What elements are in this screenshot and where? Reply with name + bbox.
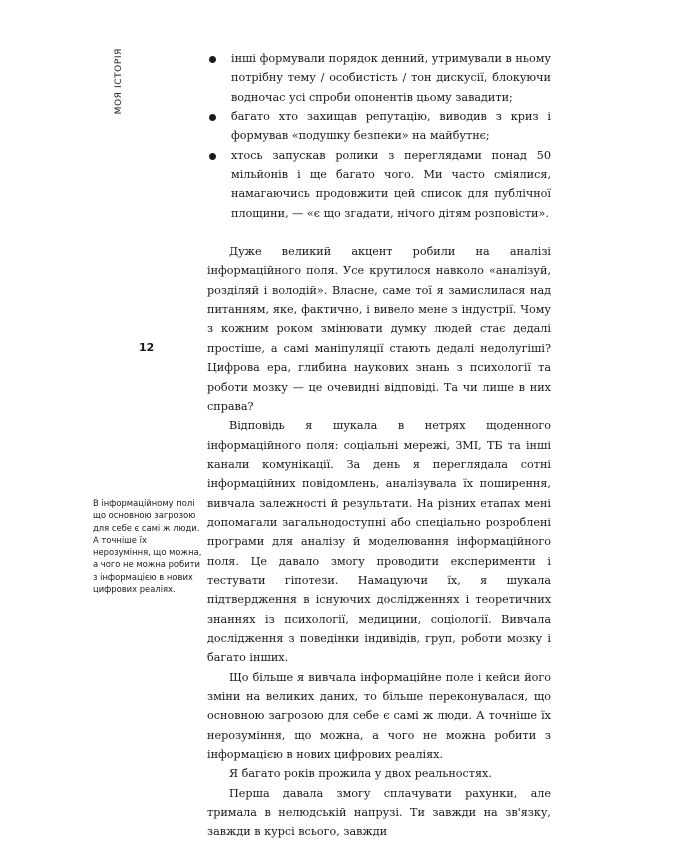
page-number: 12 <box>139 341 155 354</box>
paragraph: Дуже великий акцент робили на аналізі інформаційного поля. Усе крутилося навколо «аналізуй, розділяй і володій». Власне, саме тої я замислилася над питанням, яке, фактично, і вивело мене з індустрії. Чому з кожним роком змінювати думку людей стає дедалі простіше, а самі маніпуляції стають дедалі недолугіші? Цифрова ера, глибина наукових знань з психології та роботи мозку — це очевидні відповіді. Та чи лише в них справа? <box>207 245 551 413</box>
bullet-item: багато хто захищав репутацію, виводив з криз і формував «подушку безпеки» на майбутнє; <box>207 107 551 146</box>
spacer <box>207 223 551 242</box>
bullet-item: інші формували порядок денний, утримували в ньому потрібну тему / особистість / тон дискусії, блокуючи водночас усі спроби опонентів цьому завадити; <box>207 49 551 107</box>
margin-note: В інформаційному полі що основною загрозою для себе є самі ж люди. А точніше їх нерозуміння, що можна, а чого не можна робити з інформацією в нових цифрових реаліях. <box>93 498 202 595</box>
paragraph: Відповідь я шукала в нетрях щоденного інформаційного поля: соціальні мережі, ЗМІ, ТБ та інші канали комунікації. За день я переглядала сотні інформаційних повідомлень, аналізувала їх поширення, вивчала залежності й результати. На різних етапах мені допомагали загальнодоступні або спеціально розроблені програми для аналізу й моделювання інформаційного поля. Це давало змогу проводити експерименти і тестувати гіпотези. Намацуючи їх, я шукала підтвердження в існуючих дослідженнях і теоретичних знаннях із психології, медицини, соціології. Вивчала дослідження з поведінки індивідів, груп, роботи мозку і багато інших. <box>207 419 551 665</box>
paragraph: Що більше я вивчала інформаційне поле і кейси його зміни на великих даних, то більше переконувалася, що основною загрозою для себе є самі ж люди. А точніше їх нерозуміння, що можна, а чого не можна робити з інформацією в нових цифрових реаліях. <box>207 670 551 762</box>
bullet-list <box>207 49 551 223</box>
paragraph: Я багато років прожила у двох реальностях. <box>229 767 492 781</box>
running-head: МОЯ ІСТОРІЯ <box>114 48 124 115</box>
bullet-item: хтось запускав ролики з переглядами понад 50 мільйонів і ще багато чого. Ми часто сміялися, намагаючись продовжити цей список для публічної площини, — «є що згадати, нічого дітям розповісти». <box>207 146 551 223</box>
main-text <box>207 49 551 842</box>
paragraph: Перша давала змогу сплачувати рахунки, але тримала в нелюдській напрузі. Ти завжди на зв'язку, завжди в курсі всього, завжди <box>207 786 551 839</box>
